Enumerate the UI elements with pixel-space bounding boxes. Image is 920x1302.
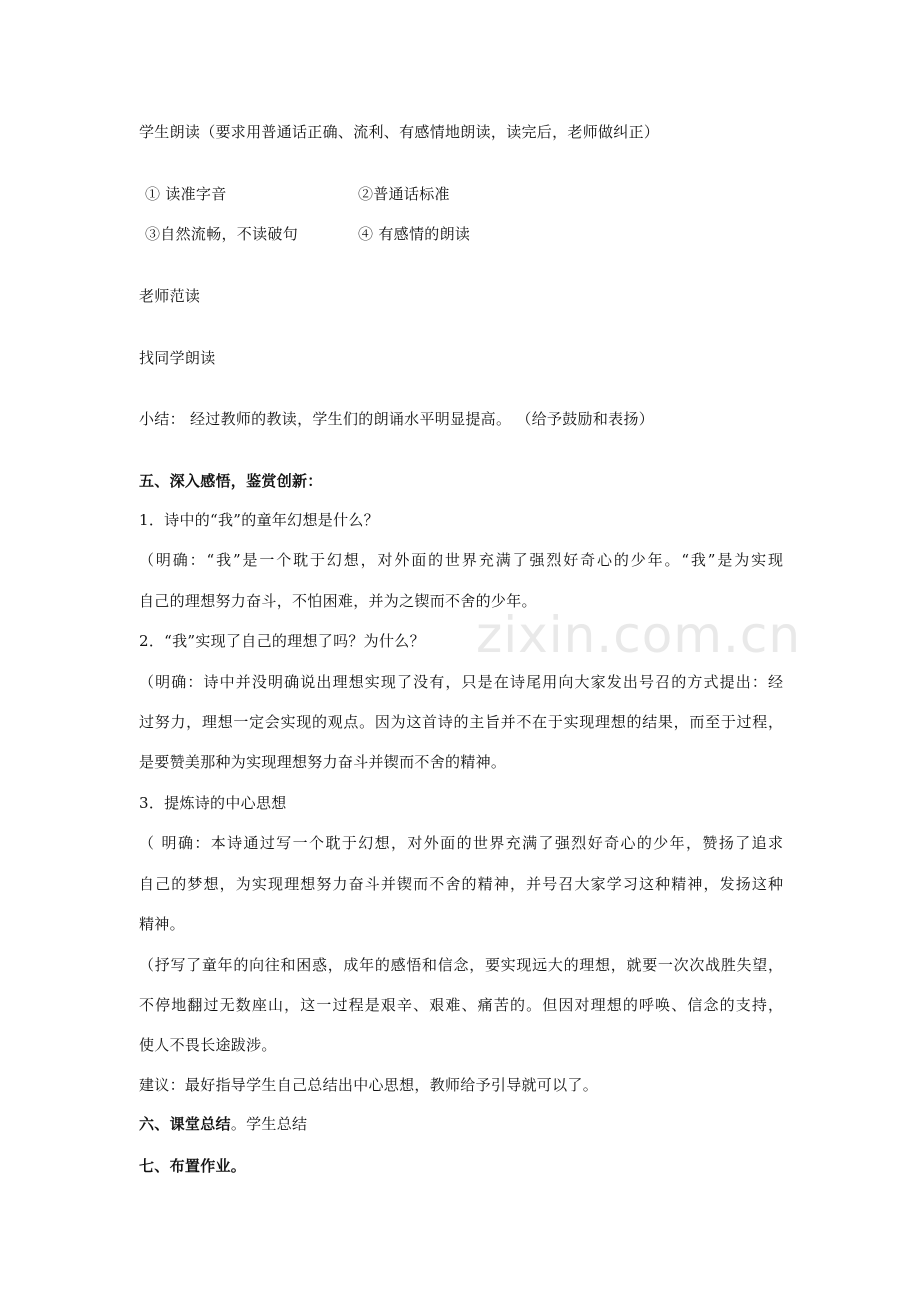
answer-4-line-2: 不停地翻过无数座山，这一过程是艰辛、艰难、痛苦的。但因对理想的呼唤、信念的支持， [139, 996, 783, 1014]
question-3: 3．提炼诗的中心思想 [139, 794, 287, 812]
section-6-text: 。学生总结 [230, 1115, 308, 1133]
answer-4-line-1: （抒写了童年的向往和困惑，成年的感悟和信念，要实现远大的理想，就要一次次战胜失望， [139, 956, 783, 974]
teaching-suggestion: 建议：最好指导学生自己总结出中心思想，教师给予引导就可以了。 [139, 1076, 599, 1094]
answer-1-line-2: 自己的理想努力奋斗，不怕困难，并为之锲而不舍的少年。 [139, 592, 537, 610]
answer-2-line-1: （明确：诗中并没明确说出理想实现了没有，只是在诗尾用向大家发出号召的方式提出：经 [139, 673, 783, 691]
requirement-2: ②普通话标准 [358, 185, 450, 203]
answer-3-line-3: 精神。 [139, 915, 185, 933]
answer-2-line-3: 是要赞美那种为实现理想努力奋斗并锲而不舍的精神。 [139, 753, 507, 771]
section-7-heading: 七、布置作业。 [139, 1157, 247, 1175]
teacher-reading: 老师范读 [139, 287, 201, 305]
reading-intro: 学生朗读（要求用普通话正确、流利、有感情地朗读，读完后，老师做纠正） [139, 123, 660, 141]
question-1: 1．诗中的“我”的童年幻想是什么？ [139, 511, 379, 529]
section-6 [139, 1114, 307, 1134]
requirement-1: ① 读准字音 [145, 185, 227, 203]
student-reading: 找同学朗读 [139, 349, 216, 367]
answer-1-line-1: （明确：“我”是一个耽于幻想，对外面的世界充满了强烈好奇心的少年。“我”是为实现 [139, 551, 783, 569]
section-5-heading: 五、深入感悟，鉴赏创新： [139, 472, 323, 490]
requirement-3: ③自然流畅，不读破句 [145, 225, 299, 243]
answer-3-line-2: 自己的梦想，为实现理想努力奋斗并锲而不舍的精神，并号召大家学习这种精神，发扬这种 [139, 875, 783, 893]
watermark: zixin.com.cn [476, 606, 802, 664]
reading-summary: 小结： 经过教师的教读，学生们的朗诵水平明显提高。 （给予鼓励和表扬） [139, 410, 655, 428]
question-2: 2．“我”实现了自己的理想了吗？为什么？ [139, 632, 425, 650]
section-6-heading: 六、课堂总结 [139, 1115, 231, 1133]
requirement-4: ④ 有感情的朗读 [358, 225, 471, 243]
answer-3-line-1: （ 明确：本诗通过写一个耽于幻想，对外面的世界充满了强烈好奇心的少年，赞扬了追求 [139, 834, 783, 852]
answer-4-line-3: 使人不畏长途跋涉。 [139, 1036, 277, 1054]
answer-2-line-2: 过努力，理想一定会实现的观点。因为这首诗的主旨并不在于实现理想的结果，而至于过程， [139, 713, 783, 731]
